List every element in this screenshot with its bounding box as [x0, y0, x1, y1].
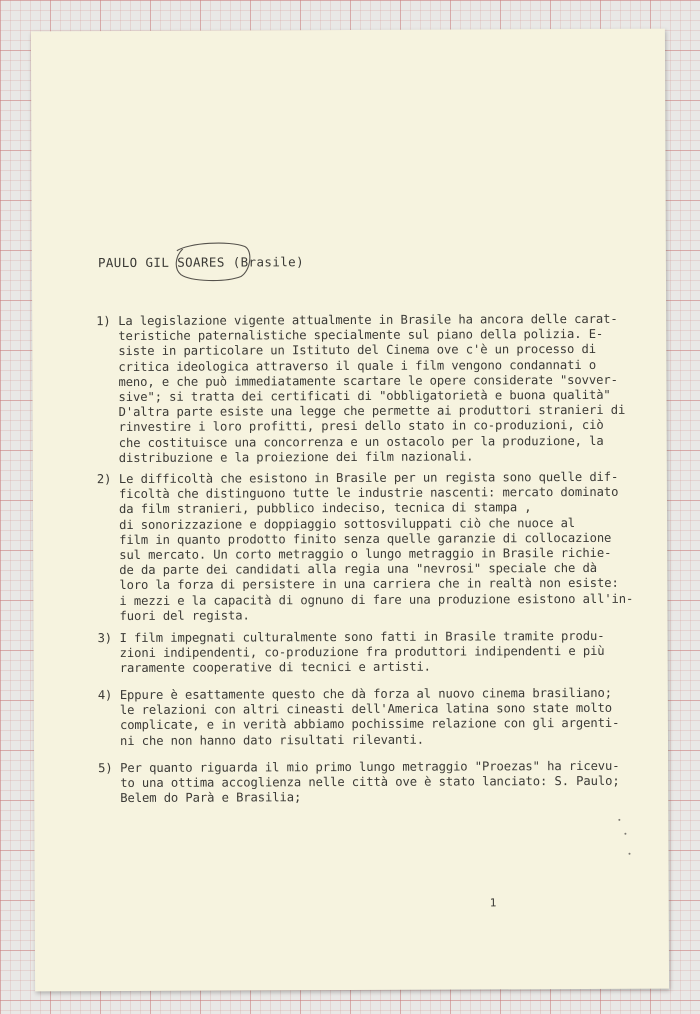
text-line: raramente cooperative di tecnici e artisti.: [119, 660, 431, 676]
text-line: sive"; si tratta dei certificati di "obbligatorietà e buona qualità": [118, 387, 611, 405]
page-number: 1: [489, 896, 497, 910]
paragraph-1: [96, 312, 657, 466]
author-surname: SOARES: [177, 254, 225, 270]
text-line: distribuzione e la proiezione dei film nazionali.: [118, 449, 474, 465]
text-line: complicate, e in verità abbiamo pochissime relazione con gli argenti-: [119, 716, 620, 733]
text-line: le relazioni con altri cineasti dell'America latina sono state molto: [119, 701, 613, 718]
text-line: film in quanto prodotto finito senza quelle garanzie di collocazione: [119, 530, 612, 547]
ink-specks: [616, 819, 636, 859]
text-line: di sonorizzazione e doppiaggio sottosviluppati ciò che nuoce al: [119, 515, 576, 532]
paragraph-3: [98, 629, 658, 677]
typed-document-page: [31, 29, 669, 992]
paragraph-number: 1): [96, 314, 111, 329]
paragraph-4: [98, 686, 658, 749]
paragraph-number: 4): [97, 688, 113, 703]
circled-surname: [177, 255, 225, 270]
text-line: Le difficoltà che esistono in Brasile per un regista sono quelle dif-: [118, 469, 619, 487]
text-line: ni che non hanno dato risultati rilevanti.: [119, 732, 425, 748]
author-name: PAULO GIL: [97, 254, 178, 271]
paragraph-number: 5): [98, 761, 113, 776]
text-line: teristiche paternalistiche specialmente sul piano della polizia. E-: [118, 327, 604, 344]
text-line: meno, e che può immediatamente scartare le opere considerate "sovver-: [118, 372, 618, 389]
text-line: fuori del regista.: [119, 608, 250, 623]
text-line: che costituisce una concorrenza e un ostacolo per la produzione, la: [118, 433, 604, 450]
text-line: rinvestire i loro profitti, presi dello stato in co-produzioni, ciò: [118, 418, 604, 435]
text-line: loro la forza di persistere in una carriera che in realtà non esiste:: [119, 576, 619, 593]
text-line: Eppure è esattamente questo che dà forza al nuovo cinema brasiliano;: [119, 685, 612, 703]
text-line: Per quanto riguarda il mio primo lungo metraggio "Proezas" ha ricevu-: [120, 758, 620, 776]
text-line: sul mercato. Un corto metraggio o lungo metraggio in Brasile richie-: [119, 545, 612, 563]
paragraph-2: [97, 470, 658, 624]
text-line: Belem do Parà e Brasilia;: [120, 790, 302, 806]
text-line: I film impegnati culturalmente sono fatti in Brasile tramite produ-: [119, 628, 605, 646]
author-country: (Brasile): [224, 254, 305, 270]
text-line: i mezzi e la capacità di ognuno di fare una produzione esistono all'in-: [119, 591, 634, 608]
text-line: siste in particolare un Istituto del Cinema ove c'è un processo di: [118, 342, 597, 359]
paragraph-number: 3): [97, 631, 113, 646]
text-line: da film stranieri, pubblico indeciso, tecnica di stampa ,: [118, 500, 532, 517]
text-line: critica ideologica attraverso il quale i film vengono condannati o: [118, 357, 597, 374]
pen-circle-mark: [171, 238, 255, 284]
text-line: La legislazione vigente attualmente in Brasile ha ancora delle carat-: [118, 311, 618, 329]
paragraph-number: 2): [96, 472, 112, 487]
paragraph-5: [98, 759, 658, 807]
text-line: to una ottima accoglienza nelle città ove è stato lanciato: S. Paulo;: [120, 774, 620, 791]
text-line: de da parte dei candidati alla regia una "nevrosi" speciale che dà: [119, 561, 597, 578]
document-heading: [98, 254, 304, 270]
text-line: D'altra parte esiste una legge che permette ai produttori stranieri di: [118, 403, 626, 420]
text-line: zioni indipendenti, co-produzione fra produttori indipendenti e più: [119, 644, 605, 661]
text-line: ficoltà che distinguono tutte le industrie nascenti: mercato dominato: [118, 485, 619, 502]
